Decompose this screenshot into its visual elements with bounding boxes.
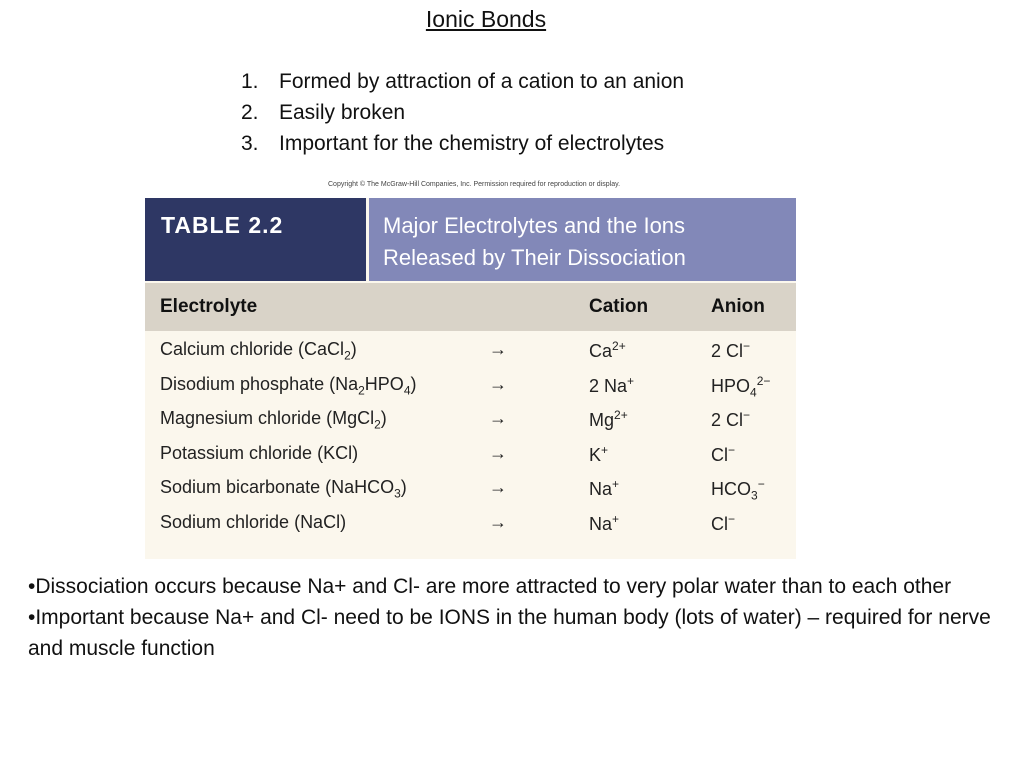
- electrolyte-cell: Sodium chloride (NaCl): [160, 511, 347, 532]
- arrow-cell: →: [489, 408, 507, 429]
- list-text: Important for the chemistry of electrolytes: [279, 132, 665, 155]
- anion-cell: Cl−: [711, 442, 736, 465]
- arrow-cell: →: [489, 442, 507, 463]
- key-points-list: [241, 68, 684, 161]
- list-item: [241, 99, 684, 130]
- list-number: 1.: [241, 70, 259, 93]
- caption-line: Major Electrolytes and the Ions: [383, 213, 686, 238]
- table-row: [145, 371, 796, 406]
- electrolyte-cell: Potassium chloride (KCl): [160, 442, 359, 463]
- list-text: Formed by attraction of a cation to an anion: [279, 70, 685, 93]
- table-row: [145, 336, 796, 371]
- table-row: [145, 474, 796, 509]
- caption-line: Released by Their Dissociation: [383, 245, 686, 270]
- bullet-item: •Dissociation occurs because Na+ and Cl- are more attracted to very polar water than to each other: [28, 575, 952, 598]
- electrolytes-table: [145, 198, 796, 559]
- column-headers: [145, 283, 796, 331]
- arrow-cell: →: [489, 477, 507, 498]
- arrow-cell: →: [489, 339, 507, 359]
- arrow-cell: →: [489, 511, 507, 532]
- column-header-anion: Anion: [711, 296, 765, 317]
- cation-cell: Na+: [589, 477, 620, 500]
- cation-cell: Na+: [589, 511, 620, 534]
- list-item: [241, 68, 684, 99]
- table-body: [145, 336, 796, 544]
- cation-cell: 2 Na+: [589, 373, 635, 396]
- copyright-notice: Copyright © The McGraw-Hill Companies, Inc. Permission required for reproduction or display.: [328, 181, 621, 188]
- table-caption: [369, 198, 796, 281]
- slide-title: Ionic Bonds: [425, 6, 547, 32]
- list-number: 2.: [241, 101, 259, 124]
- electrolyte-cell: Disodium phosphate $(Na_2HPO_4)$: [160, 373, 417, 398]
- table-row: [145, 440, 796, 475]
- arrow-cell: →: [489, 373, 507, 394]
- table-row: [145, 405, 796, 440]
- column-header-cation: Cation: [589, 296, 649, 317]
- list-number: 3.: [241, 132, 259, 155]
- cation-cell: $Ca^{2+}$: [589, 339, 626, 361]
- list-text: Easily broken: [279, 101, 406, 124]
- list-item: [241, 130, 684, 161]
- electrolyte-cell: Calcium chloride (CaCl$_2$): [160, 339, 357, 363]
- cation-cell: K+: [589, 442, 609, 465]
- anion-cell: $HCO_3^-$: [711, 477, 765, 503]
- table-label: TABLE 2.2: [145, 198, 366, 281]
- electrolyte-cell: Magnesium chloride (MgCl$_2$): [160, 408, 387, 432]
- anion-cell: 2 Cl−: [711, 339, 751, 361]
- bullet-notes: [28, 571, 1018, 664]
- table-row: [145, 509, 796, 544]
- anion-cell: 2 Cl−: [711, 408, 751, 431]
- electrolyte-cell: Sodium bicarbonate (NaHCO$_3$): [160, 477, 407, 501]
- cation-cell: $Mg^{2+}$: [589, 408, 628, 431]
- bullet-item: •Important because Na+ and Cl- need to be IONS in the human body (lots of water) – required for nerve and muscle function: [28, 606, 991, 660]
- column-header-electrolyte: Electrolyte: [160, 296, 258, 317]
- table-header: [145, 198, 796, 281]
- anion-cell: Cl−: [711, 511, 736, 534]
- anion-cell: $HPO_4^{2-}$: [711, 373, 771, 400]
